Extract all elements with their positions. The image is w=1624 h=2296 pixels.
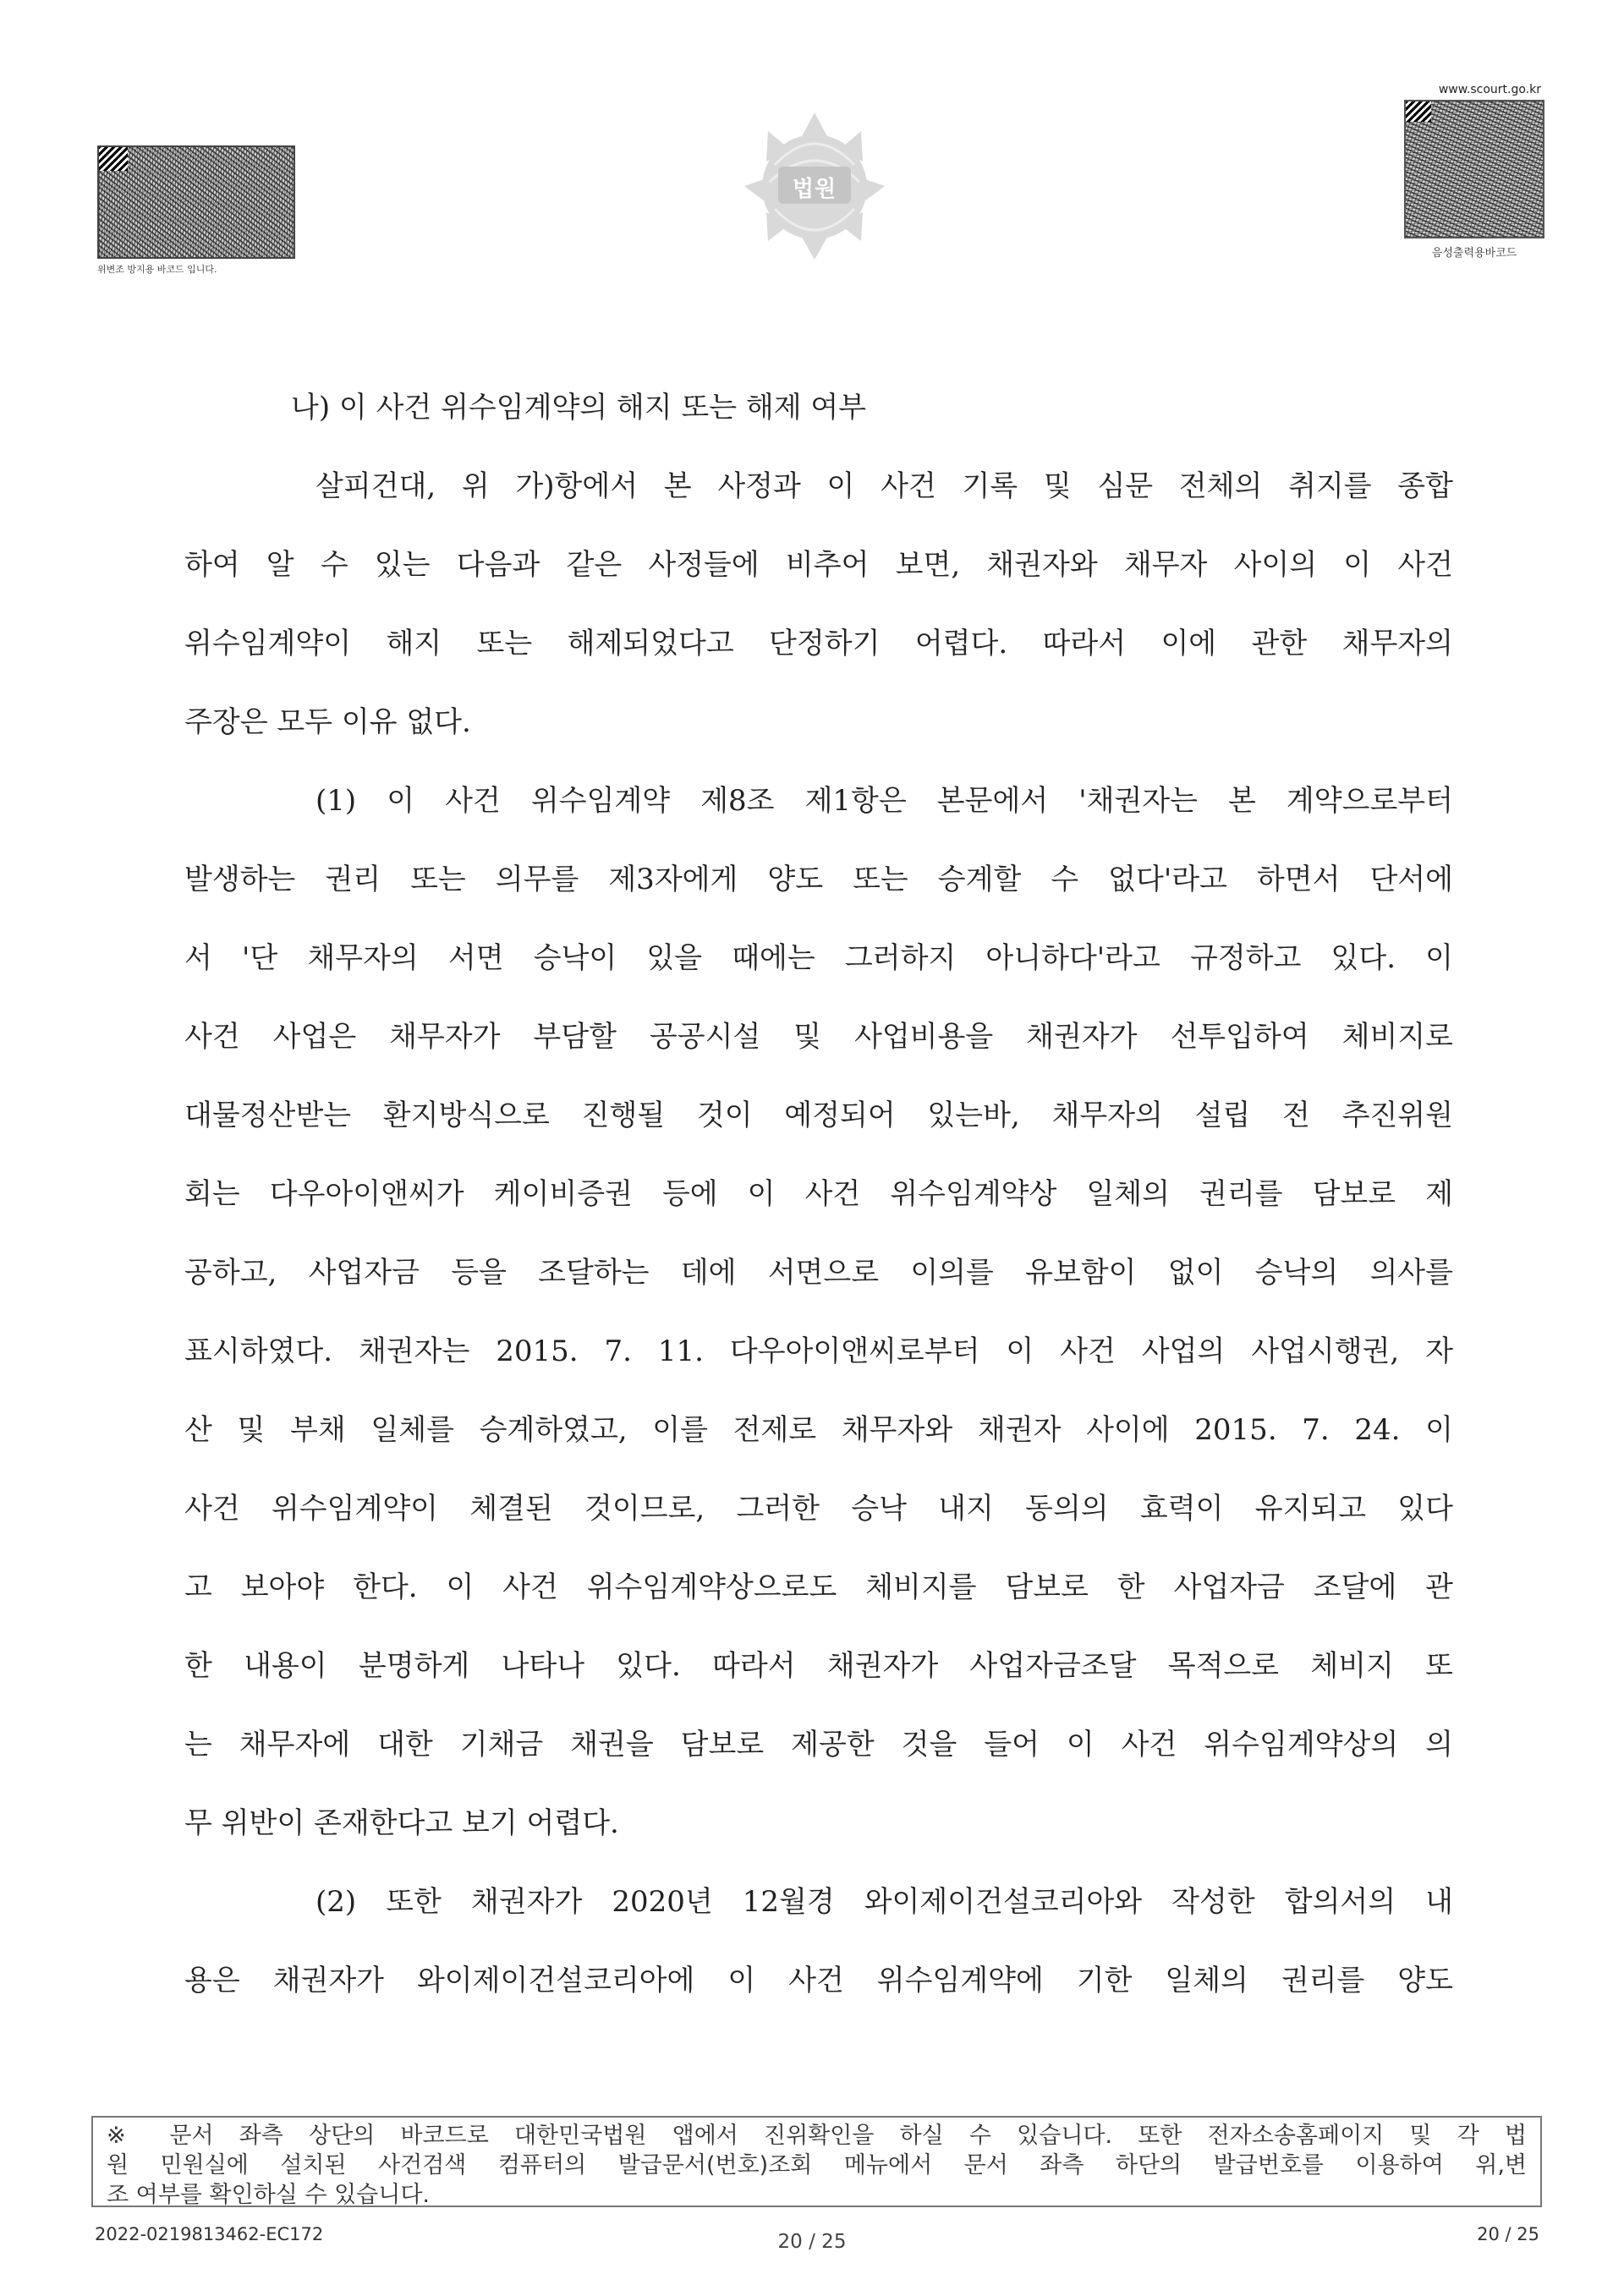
paragraph-line: 는 채무자에 대한 기채금 채권을 담보로 제공한 것을 들어 이 사건 위수임계약상의 의 xyxy=(184,1728,1453,1762)
paragraph-line: 대물정산받는 환지방식으로 진행될 것이 예정되어 있는바, 채무자의 설립 전 추진위원 xyxy=(184,1099,1453,1132)
paragraph-line: 위수임계약이 해지 또는 해제되었다고 단정하기 어렵다. 따라서 이에 관한 채무자의 xyxy=(184,627,1453,660)
paragraph-line: 살피건대, 위 가)항에서 본 사정과 이 사건 기록 및 심문 전체의 취지를 종합 xyxy=(315,469,1453,503)
page-number-right: 20 / 25 xyxy=(1477,2224,1539,2244)
audio-output-barcode xyxy=(1404,100,1544,238)
authenticity-barcode-caption: 위변조 방지용 바코드 입니다. xyxy=(97,264,217,275)
notice-line: 조 여부를 확인하실 수 있습니다. xyxy=(107,2182,430,2208)
paragraph-line: 사건 사업은 채무자가 부담할 공공시설 및 사업비용을 채권자가 선투입하여 체비지로 xyxy=(184,1020,1453,1054)
court-website-url: www.scourt.go.kr xyxy=(1438,83,1541,96)
barcode-corner-mark xyxy=(1406,101,1431,122)
paragraph-line: 고 보아야 한다. 이 사건 위수임계약상으로도 체비지를 담보로 한 사업자금 조달에 관 xyxy=(184,1570,1453,1604)
paragraph-line: 발생하는 권리 또는 의무를 제3자에게 양도 또는 승계할 수 없다'라고 하면서 단서에 xyxy=(184,863,1453,896)
paragraph-line: 회는 다우아이앤씨가 케이비증권 등에 이 사건 위수임계약상 일체의 권리를 담보로 제 xyxy=(184,1177,1453,1211)
paragraph-line: 서 '단 채무자의 서면 승낙이 있을 때에는 그러하지 아니하다'라고 규정하고 있다. 이 xyxy=(184,941,1453,975)
court-emblem-watermark xyxy=(734,106,895,266)
paragraph-line: 공하고, 사업자금 등을 조달하는 데에 서면으로 이의를 유보함이 없이 승낙의 의사를 xyxy=(184,1256,1453,1290)
paragraph-line: 무 위반이 존재한다고 보기 어렵다. xyxy=(184,1806,619,1840)
paragraph-line: 용은 채권자가 와이제이건설코리아에 이 사건 위수임계약에 기한 일체의 권리를 양도 xyxy=(184,1964,1453,1997)
barcode-corner-mark xyxy=(99,147,128,171)
notice-line: 원 민원실에 설치된 사건검색 컴퓨터의 발급문서(번호)조회 메뉴에서 문서 좌측 하단의 발급번호를 이용하여 위,변 xyxy=(107,2152,1527,2178)
decision-body xyxy=(184,369,1453,2020)
page-number-center: 20 / 25 xyxy=(777,2231,847,2253)
paragraph-line: 주장은 모두 이유 없다. xyxy=(184,705,471,739)
section-heading: 나) 이 사건 위수임계약의 해지 또는 해제 여부 xyxy=(291,391,867,425)
paragraph-line: (1) 이 사건 위수임계약 제8조 제1항은 본문에서 '채권자는 본 계약으로부터 xyxy=(315,784,1453,818)
paragraph-line: 사건 위수임계약이 체결된 것이므로, 그러한 승낙 내지 동의의 효력이 유지되고 있다 xyxy=(184,1492,1453,1526)
paragraph-line: 한 내용이 분명하게 나타나 있다. 따라서 채권자가 사업자금조달 목적으로 체비지 또 xyxy=(184,1649,1453,1683)
verification-notice xyxy=(91,2116,1542,2207)
court-emblem-label: 법원 xyxy=(792,177,837,202)
issue-document-number: 2022-0219813462-EC172 xyxy=(95,2224,324,2244)
audio-output-barcode-caption: 음성출력용바코드 xyxy=(1431,247,1517,260)
paragraph-line: 산 및 부채 일체를 승계하였고, 이를 전제로 채무자와 채권자 사이에 2015. 7. 24. 이 xyxy=(184,1413,1453,1447)
notice-line: ※ 문서 좌측 상단의 바코드로 대한민국법원 앱에서 진위확인을 하실 수 있습니다. 또한 전자소송홈페이지 및 각 법 xyxy=(107,2123,1527,2149)
paragraph-line: 표시하였다. 채권자는 2015. 7. 11. 다우아이앤씨로부터 이 사건 사업의 사업시행권, 자 xyxy=(184,1334,1453,1368)
paragraph-line: 하여 알 수 있는 다음과 같은 사정들에 비추어 보면, 채권자와 채무자 사이의 이 사건 xyxy=(184,548,1453,582)
paragraph-line: (2) 또한 채권자가 2020년 12월경 와이제이건설코리아와 작성한 합의서의 내 xyxy=(315,1885,1453,1919)
authenticity-barcode xyxy=(97,145,295,259)
